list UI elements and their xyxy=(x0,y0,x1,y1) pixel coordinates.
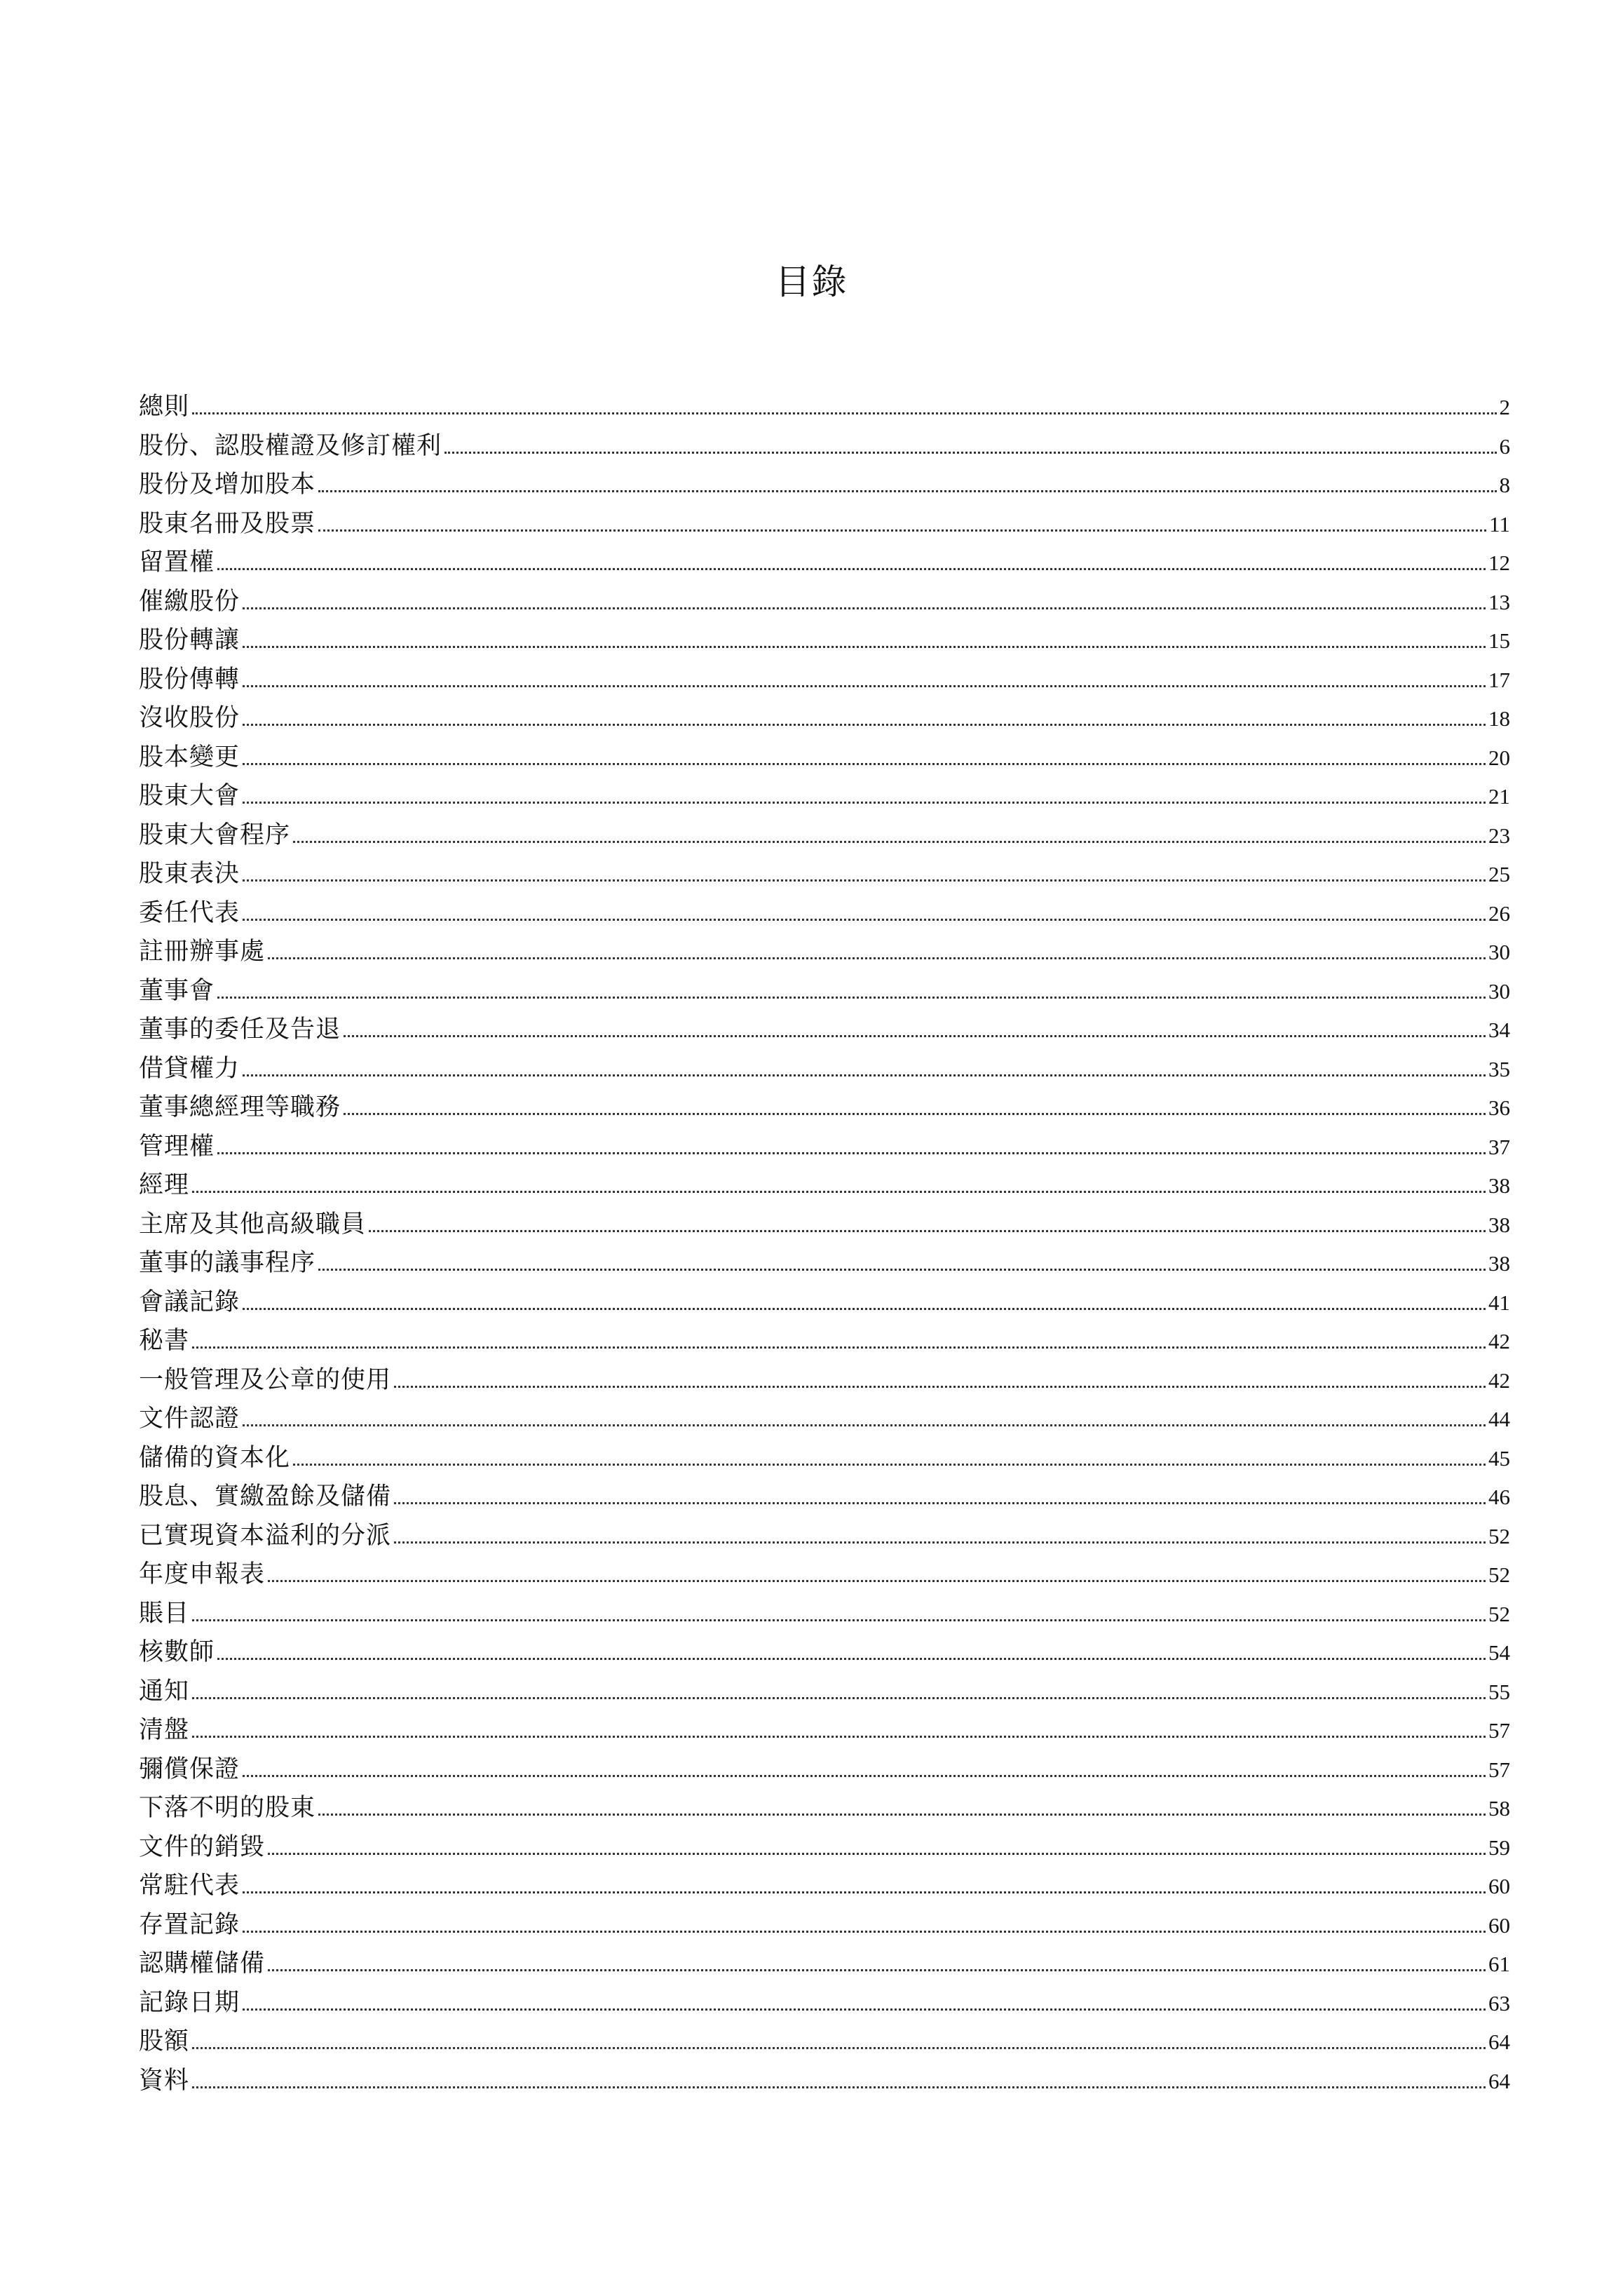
toc-entry-page-number: 42 xyxy=(1488,1368,1510,1393)
toc-entry-page-number: 34 xyxy=(1488,1018,1510,1042)
toc-entry-label: 留置權 xyxy=(139,548,215,576)
toc-entry[interactable] xyxy=(139,388,1510,427)
dot-leader xyxy=(217,1152,1486,1154)
toc-entry[interactable] xyxy=(139,543,1510,583)
page-title: 目錄 xyxy=(775,262,848,302)
toc-entry-label: 董事的議事程序 xyxy=(139,1249,316,1277)
toc-entry[interactable] xyxy=(139,1244,1510,1283)
toc-entry-label: 年度申報表 xyxy=(139,1560,266,1588)
toc-entry[interactable] xyxy=(139,1361,1510,1400)
dot-leader xyxy=(344,1113,1486,1115)
toc-entry[interactable] xyxy=(139,1945,1510,1984)
dot-leader xyxy=(318,529,1486,532)
toc-entry-page-number: 26 xyxy=(1488,900,1510,926)
dot-leader xyxy=(268,1969,1486,1971)
toc-entry[interactable] xyxy=(139,972,1510,1011)
toc-entry-label: 催繳股份 xyxy=(139,587,240,616)
toc-entry-page-number: 55 xyxy=(1488,1679,1510,1704)
dot-leader xyxy=(243,1775,1486,1777)
dot-leader xyxy=(394,1386,1486,1388)
dot-leader xyxy=(243,2008,1486,2011)
toc-entry[interactable] xyxy=(139,816,1510,856)
toc-entry-page-number: 59 xyxy=(1488,1835,1510,1860)
dot-leader xyxy=(192,2047,1486,2049)
toc-entry-page-number: 63 xyxy=(1488,1990,1510,2015)
toc-entry-page-number: 13 xyxy=(1488,589,1510,614)
toc-entry-page-number: 38 xyxy=(1488,1173,1510,1198)
toc-entry[interactable] xyxy=(139,933,1510,972)
toc-entry[interactable] xyxy=(139,1828,1510,1868)
toc-entry-label: 清盤 xyxy=(139,1716,190,1744)
toc-entry[interactable] xyxy=(139,1206,1510,1245)
toc-entry[interactable] xyxy=(139,1750,1510,1790)
toc-entry-label: 會議記錄 xyxy=(139,1288,240,1316)
toc-entry[interactable] xyxy=(139,2062,1510,2101)
dot-leader xyxy=(243,763,1486,765)
toc-entry-page-number: 52 xyxy=(1488,1523,1510,1548)
toc-entry-label: 下落不明的股東 xyxy=(139,1794,316,1822)
dot-leader xyxy=(243,685,1486,687)
toc-entry[interactable] xyxy=(139,1088,1510,1128)
toc-entry-page-number: 6 xyxy=(1499,433,1510,459)
toc-entry-label: 董事的委任及告退 xyxy=(139,1015,341,1044)
toc-entry[interactable] xyxy=(139,1478,1510,1517)
toc-entry[interactable] xyxy=(139,1283,1510,1323)
dot-leader xyxy=(318,1269,1486,1271)
dot-leader xyxy=(243,1074,1486,1076)
toc-entry[interactable] xyxy=(139,777,1510,816)
toc-entry-label: 註冊辦事處 xyxy=(139,938,266,966)
dot-leader xyxy=(243,724,1486,726)
toc-entry-label: 經理 xyxy=(139,1171,190,1199)
dot-leader xyxy=(192,1697,1486,1699)
dot-leader xyxy=(192,1619,1486,1621)
toc-entry-page-number: 41 xyxy=(1488,1290,1510,1315)
toc-entry-page-number: 64 xyxy=(1488,2030,1510,2054)
dot-leader xyxy=(293,1464,1486,1466)
dot-leader xyxy=(243,646,1486,648)
toc-entry-page-number: 64 xyxy=(1488,2068,1510,2093)
toc-entry-page-number: 36 xyxy=(1488,1095,1510,1120)
dot-leader xyxy=(243,1931,1486,1933)
toc-entry[interactable] xyxy=(139,1555,1510,1595)
toc-entry-label: 股東大會程序 xyxy=(139,821,291,849)
toc-entry-page-number: 20 xyxy=(1488,745,1510,770)
toc-entry[interactable] xyxy=(139,621,1510,661)
toc-entry[interactable] xyxy=(139,699,1510,738)
toc-entry-label: 董事會 xyxy=(139,976,215,1005)
toc-entry-label: 股東名冊及股票 xyxy=(139,509,316,538)
toc-entry-page-number: 17 xyxy=(1488,667,1510,692)
toc-entry-label: 認購權儲備 xyxy=(139,1950,266,1978)
dot-leader xyxy=(192,412,1496,414)
toc-entry-page-number: 11 xyxy=(1489,511,1510,536)
toc-entry-page-number: 21 xyxy=(1488,784,1510,809)
dot-leader xyxy=(217,568,1486,570)
toc-entry-page-number: 45 xyxy=(1488,1445,1510,1471)
toc-entry[interactable] xyxy=(139,1166,1510,1206)
toc-entry-page-number: 60 xyxy=(1488,1912,1510,1938)
toc-entry[interactable] xyxy=(139,1906,1510,1945)
toc-entry-page-number: 25 xyxy=(1488,862,1510,886)
toc-entry-page-number: 52 xyxy=(1488,1601,1510,1626)
toc-entry[interactable] xyxy=(139,1984,1510,2023)
toc-entry-label: 沒收股份 xyxy=(139,704,240,732)
toc-entry[interactable] xyxy=(139,738,1510,778)
dot-leader xyxy=(293,841,1486,843)
toc-entry-label: 文件的銷毀 xyxy=(139,1832,266,1861)
dot-leader xyxy=(318,1814,1486,1816)
toc-entry[interactable] xyxy=(139,1867,1510,1906)
toc-entry[interactable] xyxy=(139,1789,1510,1828)
toc-entry-label: 股本變更 xyxy=(139,743,240,771)
toc-entry-label: 已實現資本溢利的分派 xyxy=(139,1521,392,1550)
toc-entry-label: 賬目 xyxy=(139,1599,190,1628)
toc-entry-label: 一般管理及公章的使用 xyxy=(139,1365,392,1394)
toc-entry-label: 記錄日期 xyxy=(139,1988,240,2017)
toc-entry-page-number: 2 xyxy=(1499,395,1510,419)
dot-leader xyxy=(369,1230,1486,1232)
toc-entry[interactable] xyxy=(139,505,1510,544)
toc-entry-page-number: 30 xyxy=(1488,978,1510,1004)
toc-entry-page-number: 8 xyxy=(1499,473,1510,497)
toc-entry-label: 股份轉讓 xyxy=(139,626,240,654)
dot-leader xyxy=(318,490,1496,492)
toc-entry-label: 董事總經理等職務 xyxy=(139,1093,341,1121)
toc-entry-page-number: 57 xyxy=(1488,1718,1510,1743)
dot-leader xyxy=(344,1035,1486,1037)
toc-entry-label: 彌償保證 xyxy=(139,1755,240,1783)
toc-entry-label: 股東表決 xyxy=(139,860,240,888)
toc-entry[interactable] xyxy=(139,661,1510,700)
toc-entry-label: 股息、實繳盈餘及儲備 xyxy=(139,1483,392,1511)
toc-entry[interactable] xyxy=(139,1400,1510,1439)
toc-entry-page-number: 37 xyxy=(1488,1134,1510,1159)
toc-entry[interactable] xyxy=(139,1633,1510,1673)
toc-entry-page-number: 15 xyxy=(1488,628,1510,653)
dot-leader xyxy=(243,607,1486,609)
dot-leader xyxy=(243,1424,1486,1426)
dot-leader xyxy=(243,1308,1486,1310)
toc-entry-page-number: 46 xyxy=(1488,1485,1510,1509)
toc-entry[interactable] xyxy=(139,1673,1510,1712)
toc-entry-label: 文件認證 xyxy=(139,1405,240,1433)
dot-leader xyxy=(268,957,1486,959)
toc-entry-label: 股東大會 xyxy=(139,782,240,810)
toc-entry-label: 存置記錄 xyxy=(139,1910,240,1939)
toc-entry-page-number: 57 xyxy=(1488,1757,1510,1782)
toc-entry[interactable] xyxy=(139,1439,1510,1478)
toc-entry[interactable] xyxy=(139,1011,1510,1050)
dot-leader xyxy=(192,1191,1486,1193)
toc-entry-label: 股份及增加股本 xyxy=(139,471,316,499)
toc-entry[interactable] xyxy=(139,427,1510,466)
toc-entry-label: 秘書 xyxy=(139,1327,190,1355)
dot-leader xyxy=(217,997,1486,999)
toc-entry-label: 核數師 xyxy=(139,1638,215,1666)
toc-entry-label: 總則 xyxy=(139,393,190,421)
dot-leader xyxy=(192,1736,1486,1738)
toc-entry-label: 通知 xyxy=(139,1677,190,1706)
toc-entry[interactable] xyxy=(139,2022,1510,2062)
toc-entry[interactable] xyxy=(139,855,1510,894)
toc-entry[interactable] xyxy=(139,583,1510,622)
dot-leader xyxy=(394,1541,1486,1544)
toc-entry-page-number: 54 xyxy=(1488,1640,1510,1665)
toc-entry-page-number: 44 xyxy=(1488,1407,1510,1431)
toc-entry-page-number: 58 xyxy=(1488,1796,1510,1821)
dot-leader xyxy=(192,2086,1486,2088)
toc-entry-page-number: 38 xyxy=(1488,1251,1510,1276)
toc-entry[interactable] xyxy=(139,1517,1510,1556)
dot-leader xyxy=(217,1658,1486,1660)
toc-entry-page-number: 18 xyxy=(1488,706,1510,731)
dot-leader xyxy=(243,919,1486,921)
toc-entry[interactable] xyxy=(139,894,1510,933)
toc-entry-label: 資料 xyxy=(139,2066,190,2095)
toc-entry[interactable] xyxy=(139,1322,1510,1361)
toc-entry-page-number: 35 xyxy=(1488,1056,1510,1081)
toc-entry-label: 股份傳轉 xyxy=(139,665,240,694)
toc-entry[interactable] xyxy=(139,466,1510,505)
toc-entry-page-number: 38 xyxy=(1488,1212,1510,1237)
toc-entry-page-number: 30 xyxy=(1488,940,1510,964)
toc-entry-label: 主席及其他高級職員 xyxy=(139,1210,367,1238)
toc-entry[interactable] xyxy=(139,1595,1510,1634)
toc-entry-label: 儲備的資本化 xyxy=(139,1443,291,1472)
dot-leader xyxy=(394,1502,1486,1504)
toc-entry[interactable] xyxy=(139,1711,1510,1750)
toc-entry-label: 常駐代表 xyxy=(139,1872,240,1900)
toc-entry[interactable] xyxy=(139,1050,1510,1089)
toc-entry[interactable] xyxy=(139,1128,1510,1167)
dot-leader xyxy=(268,1580,1486,1582)
toc-entry-page-number: 61 xyxy=(1488,1952,1510,1976)
dot-leader xyxy=(243,802,1486,804)
toc-entry-label: 管理權 xyxy=(139,1132,215,1161)
table-of-contents xyxy=(139,388,1510,2100)
toc-entry-page-number: 23 xyxy=(1488,823,1510,848)
toc-entry-label: 借貸權力 xyxy=(139,1054,240,1083)
toc-entry-page-number: 42 xyxy=(1488,1329,1510,1353)
toc-entry-page-number: 12 xyxy=(1488,551,1510,575)
toc-entry-label: 股份、認股權證及修訂權利 xyxy=(139,431,442,460)
toc-entry-page-number: 60 xyxy=(1488,1874,1510,1898)
dot-leader xyxy=(243,1891,1486,1893)
dot-leader xyxy=(444,452,1496,454)
dot-leader xyxy=(243,879,1486,882)
toc-entry-label: 委任代表 xyxy=(139,898,240,927)
dot-leader xyxy=(192,1346,1486,1349)
dot-leader xyxy=(268,1853,1486,1855)
toc-entry-page-number: 52 xyxy=(1488,1562,1510,1587)
toc-entry-label: 股額 xyxy=(139,2027,190,2055)
